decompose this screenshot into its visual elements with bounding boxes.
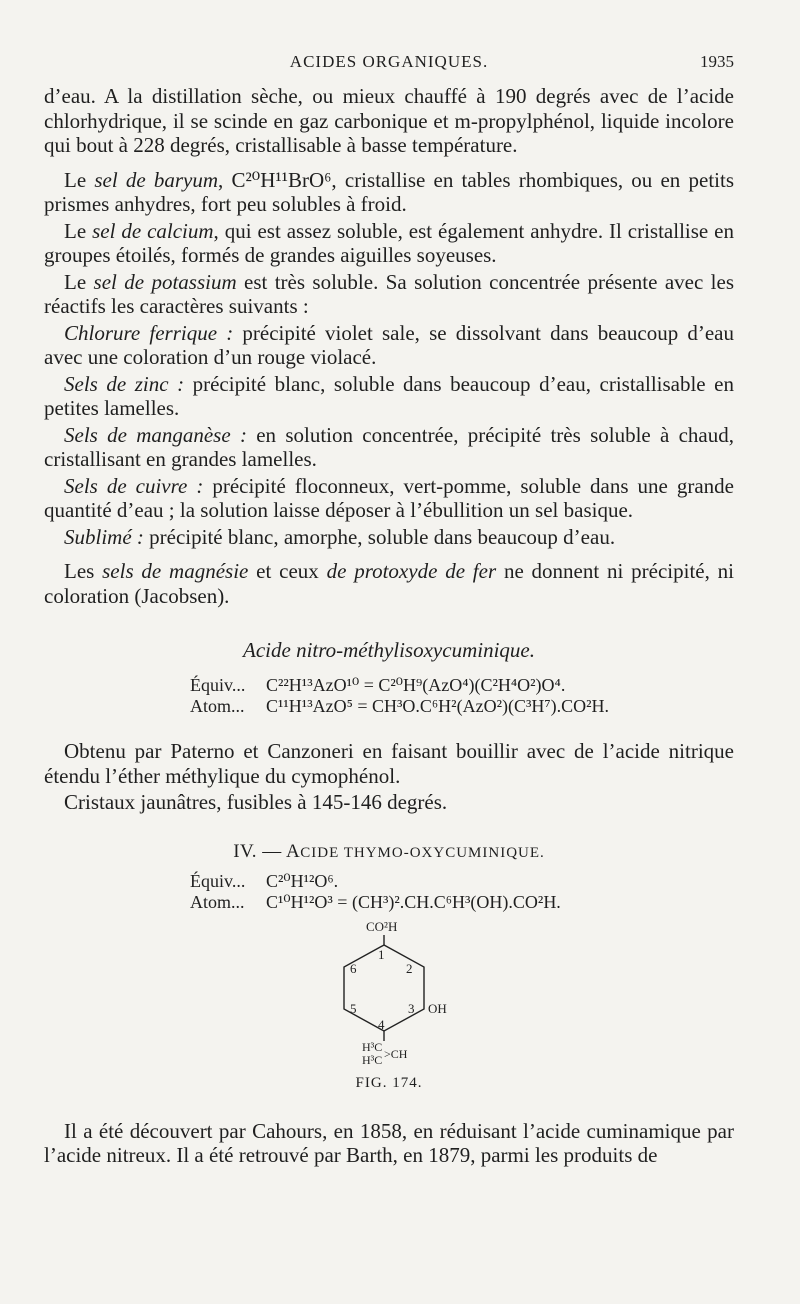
term: sel de calcium xyxy=(92,218,214,243)
paragraph-sel-baryum: Le sel de baryum, C²⁰H¹¹BrO⁶, cristallise en tables rhombiques, ou en petits prismes anhydres, fort peu solubles à froid. xyxy=(44,167,734,216)
label-h3c-2: H³C xyxy=(362,1052,383,1067)
pos-5: 5 xyxy=(350,1000,357,1016)
paragraph-nitro-obtention: Obtenu par Paterno et Canzoneri en faisant bouillir avec de l’acide nitrique étendu l’éther méthylique du cymophénol. xyxy=(44,739,734,788)
paragraph-sels-cuivre: Sels de cuivre : précipité floconneux, vert-pomme, soluble dans une grande quantité d’eau ; la solution laisse déposer à l’ébullition un sel basique. xyxy=(44,473,734,522)
label-ch: >CH xyxy=(384,1046,408,1061)
label-co2h: CO²H xyxy=(366,918,398,934)
formula-atom-thymo: Atom... C¹⁰H¹²O³ = (CH³)².CH.C⁶H³(OH).CO²H. xyxy=(190,891,561,912)
formula-equiv-nitro: Équiv... C²²H¹³AzO¹⁰ = C²⁰H⁹(AzO⁴)(C²H⁴O²)O⁴. xyxy=(190,675,566,695)
paragraph-sels-zinc: Sels de zinc : précipité blanc, soluble dans beaucoup d’eau, cristallisable en petites lamelles. xyxy=(44,371,734,420)
text-body xyxy=(44,84,734,1168)
paragraph-sel-calcium: Le sel de calcium, qui est assez soluble, est également anhydre. Il cristallise en groupes étoilés, formés de grandes aiguilles soyeuses. xyxy=(44,218,734,267)
term: Sels de zinc : xyxy=(64,371,185,396)
term: Sels de cuivre : xyxy=(64,473,204,498)
term: Sublimé : xyxy=(64,524,144,549)
label-oh: OH xyxy=(428,1000,447,1016)
paragraph-magnesie: Les sels de magnésie et ceux de protoxyde de fer ne donnent ni précipité, ni coloration (Jacobsen). xyxy=(44,559,734,608)
formula-atom-nitro: Atom... C¹¹H¹³AzO⁵ = CH³O.C⁶H²(AzO²)(C³H⁷).CO²H. xyxy=(190,696,610,716)
pos-1: 1 xyxy=(378,946,385,962)
pos-2: 2 xyxy=(406,960,413,976)
paragraph-sels-manganese: Sels de manganèse : en solution concentrée, précipité très soluble à chaud, cristallisant en grandes lamelles. xyxy=(44,422,734,471)
formula-equiv-thymo: Équiv... C²⁰H¹²O⁶. xyxy=(190,870,339,891)
paragraph-sublime: Sublimé : précipité blanc, amorphe, soluble dans beaucoup d’eau. xyxy=(64,524,616,549)
section-title-nitro: Acide nitro-méthylisoxycuminique. xyxy=(243,638,535,662)
running-title: ACIDES ORGANIQUES. xyxy=(289,52,489,71)
label-h3c-1: H³C xyxy=(362,1039,383,1054)
paragraph-nitro-cristaux: Cristaux jaunâtres, fusibles à 145-146 degrés. xyxy=(64,790,448,814)
term: sel de baryum xyxy=(94,167,219,192)
paragraph-distillation: d’eau. A la distillation sèche, ou mieux chauffé à 190 degrés avec de l’acide chlorhydrique, il se scinde en gaz carbonique et m-propylphénol, liquide incolore qui bout à 228 degrés, cristallisable à basse température. xyxy=(44,84,734,157)
pos-3: 3 xyxy=(408,1000,415,1016)
benzene-ring-diagram xyxy=(44,917,734,1077)
section-title-thymo: IV. — ACIDE THYMO-OXYCUMINIQUE. xyxy=(233,840,545,862)
paragraph-chlorure-ferrique: Chlorure ferrique : précipité violet sale, se dissolvant dans beaucoup d’eau avec une coloration d’un rouge violacé. xyxy=(44,320,734,369)
term: Sels de manganèse : xyxy=(64,422,247,447)
paragraph-sel-potassium: Le sel de potassium est très soluble. Sa solution concentrée présente avec les réactifs les caractères suivants : xyxy=(44,269,734,318)
running-header xyxy=(44,52,734,76)
figure-caption: FIG. 174. xyxy=(355,1074,423,1091)
paragraph-cahours: Il a été découvert par Cahours, en 1858, en réduisant l’acide cuminamique par l’acide nitreux. Il a été retrouvé par Barth, en 1879, parmi les produits de xyxy=(44,1118,734,1167)
term: sel de potassium xyxy=(93,269,237,294)
figure-174 xyxy=(44,917,734,1091)
page-number: 1935 xyxy=(700,52,734,71)
pos-4: 4 xyxy=(378,1016,385,1032)
pos-6: 6 xyxy=(350,960,357,976)
term: Chlorure ferrique : xyxy=(64,320,234,345)
